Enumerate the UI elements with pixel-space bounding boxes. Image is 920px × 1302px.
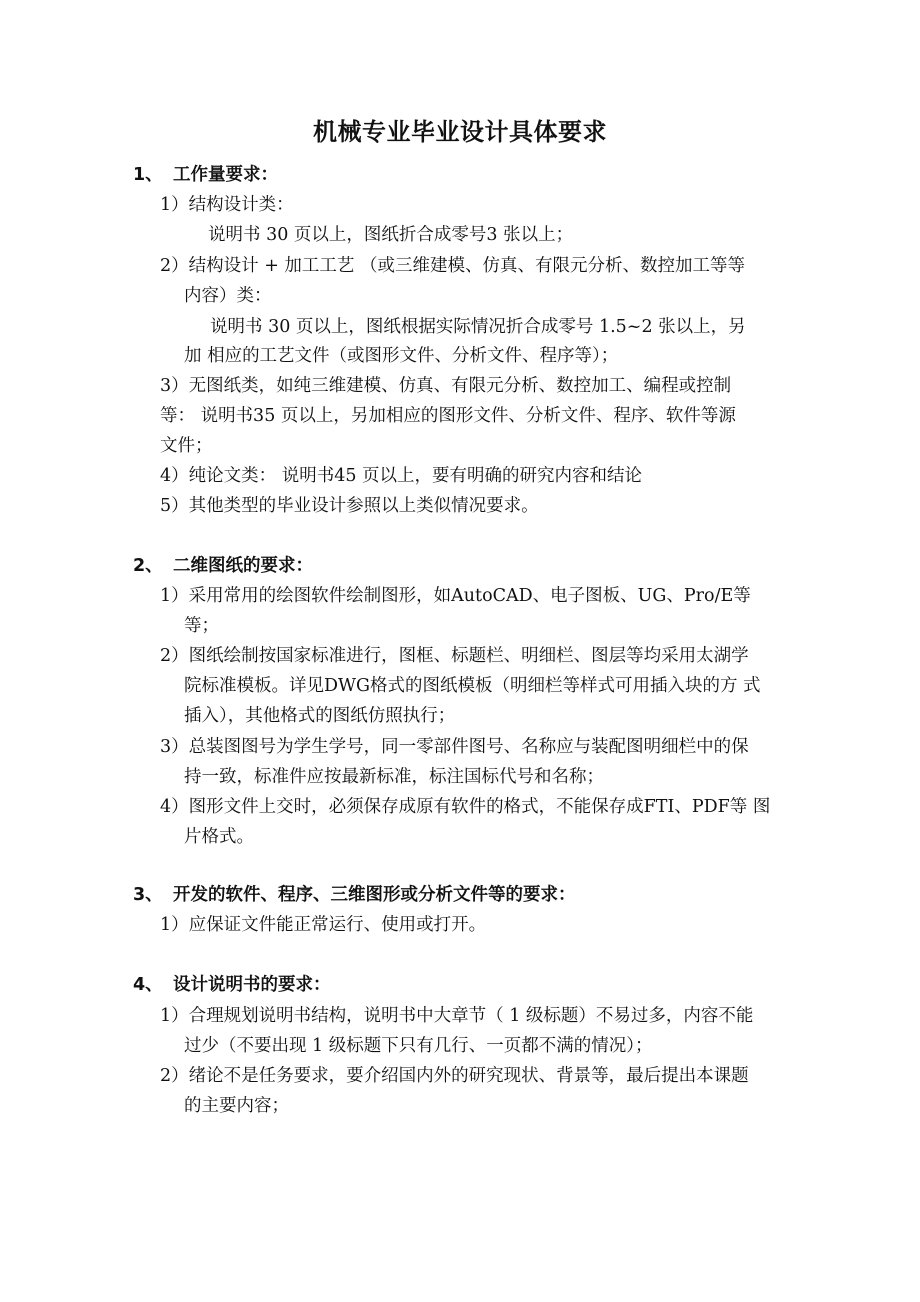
paragraph-line: 片格式。 <box>184 827 254 847</box>
paragraph-line: 插入），其他格式的图纸仿照执行； <box>184 706 456 726</box>
paragraph-line: 4）图形文件上交时，必须保存成原有软件的格式，不能保存成FTI、PDF等 图 <box>160 797 771 817</box>
paragraph-line: 说明书 30 页以上，图纸根据实际情况折合成零号 1.5~2 张以上，另 <box>210 317 746 337</box>
paragraph-line: 1）结构设计类： <box>160 195 294 215</box>
paragraph-line: 1）采用常用的绘图软件绘制图形，如AutoCAD、电子图板、UG、Pro/E等 <box>160 586 751 606</box>
paragraph-line: 3）总装图图号为学生学号，同一零部件图号、名称应与装配图明细栏中的保 <box>160 737 749 757</box>
section-number-3: 3、 <box>133 885 163 905</box>
paragraph-line: 3）无图纸类，如纯三维建模、仿真、有限元分析、数控加工、编程或控制 <box>160 376 732 396</box>
paragraph-line: 内容）类： <box>184 286 272 306</box>
paragraph-line: 说明书 30 页以上，图纸折合成零号3 张以上； <box>208 225 574 245</box>
section-number-1: 1、 <box>133 165 163 185</box>
section-heading-3 <box>133 882 576 908</box>
paragraph-line: 持一致，标准件应按最新标准，标注国标代号和名称； <box>184 767 604 787</box>
section-heading-1 <box>133 162 278 188</box>
paragraph-line: 加 相应的工艺文件（或图形文件、分析文件、程序等）； <box>184 346 619 366</box>
paragraph-line: 2）绪论不是任务要求，要介绍国内外的研究现状、背景等，最后提出本课题 <box>160 1066 749 1086</box>
section-title-3: 开发的软件、程序、三维图形或分析文件等的要求： <box>173 885 576 905</box>
paragraph-line: 等： 说明书35 页以上，另加相应的图形文件、分析文件、程序、软件等源 <box>160 406 736 426</box>
section-title-4: 设计说明书的要求： <box>173 975 331 995</box>
paragraph-line: 1）合理规划说明书结构，说明书中大章节（ 1 级标题）不易过多，内容不能 <box>160 1006 754 1026</box>
section-heading-2 <box>133 553 313 579</box>
section-title-2: 二维图纸的要求： <box>173 556 313 576</box>
paragraph-line: 5）其他类型的毕业设计参照以上类似情况要求。 <box>160 496 539 516</box>
paragraph-line: 2）结构设计 + 加工工艺 （或三维建模、仿真、有限元分析、数控加工等等 <box>160 256 745 276</box>
section-number-2: 2、 <box>133 556 163 576</box>
paragraph-line: 等； <box>184 616 219 636</box>
page-title: 机械专业毕业设计具体要求 <box>313 118 607 146</box>
paragraph-line: 4）纯论文类： 说明书45 页以上，要有明确的研究内容和结论 <box>160 466 643 486</box>
section-title-1: 工作量要求： <box>173 165 278 185</box>
paragraph-line: 1）应保证文件能正常运行、使用或打开。 <box>160 915 487 935</box>
section-heading-4 <box>133 972 331 998</box>
paragraph-line: 院标准模板。详见DWG格式的图纸模板（明细栏等样式可用插入块的方 式 <box>184 676 761 696</box>
paragraph-line: 文件； <box>160 436 213 456</box>
paragraph-line: 2）图纸绘制按国家标准进行，图框、标题栏、明细栏、图层等均采用太湖学 <box>160 646 749 666</box>
paragraph-line: 的主要内容； <box>184 1096 289 1116</box>
paragraph-line: 过少（不要出现 1 级标题下只有几行、一页都不满的情况）； <box>184 1036 653 1056</box>
section-number-4: 4、 <box>133 975 163 995</box>
